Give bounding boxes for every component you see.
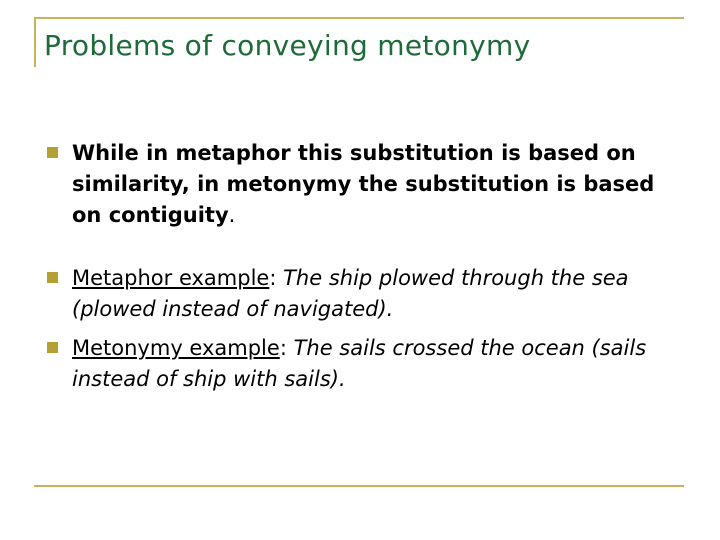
example-text: The ship plowed through the sea (plowed instead of navigated). [72,266,629,321]
square-bullet-icon [47,272,58,283]
example-label: Metonymy example [72,336,280,360]
square-bullet-icon [47,147,58,158]
bullet-text: While in metaphor this substitution is based on similarity, in metonymy the substitution is based on contiguity [72,141,655,227]
bullet-list [44,138,680,395]
example-text: The sails crossed the ocean (sails instead of ship with sails). [72,336,647,391]
left-rule [34,17,36,67]
bottom-rule [34,485,684,487]
label-separator: : [279,336,294,360]
bullet-item [44,333,680,395]
example-label: Metaphor example [72,266,270,290]
slide-title: Problems of conveying metonymy [44,29,531,62]
bullet-item [44,263,680,325]
bullet-suffix: . [228,203,236,227]
top-rule [34,17,684,19]
label-separator: : [269,266,284,290]
square-bullet-icon [47,342,58,353]
bullet-item [44,138,680,231]
